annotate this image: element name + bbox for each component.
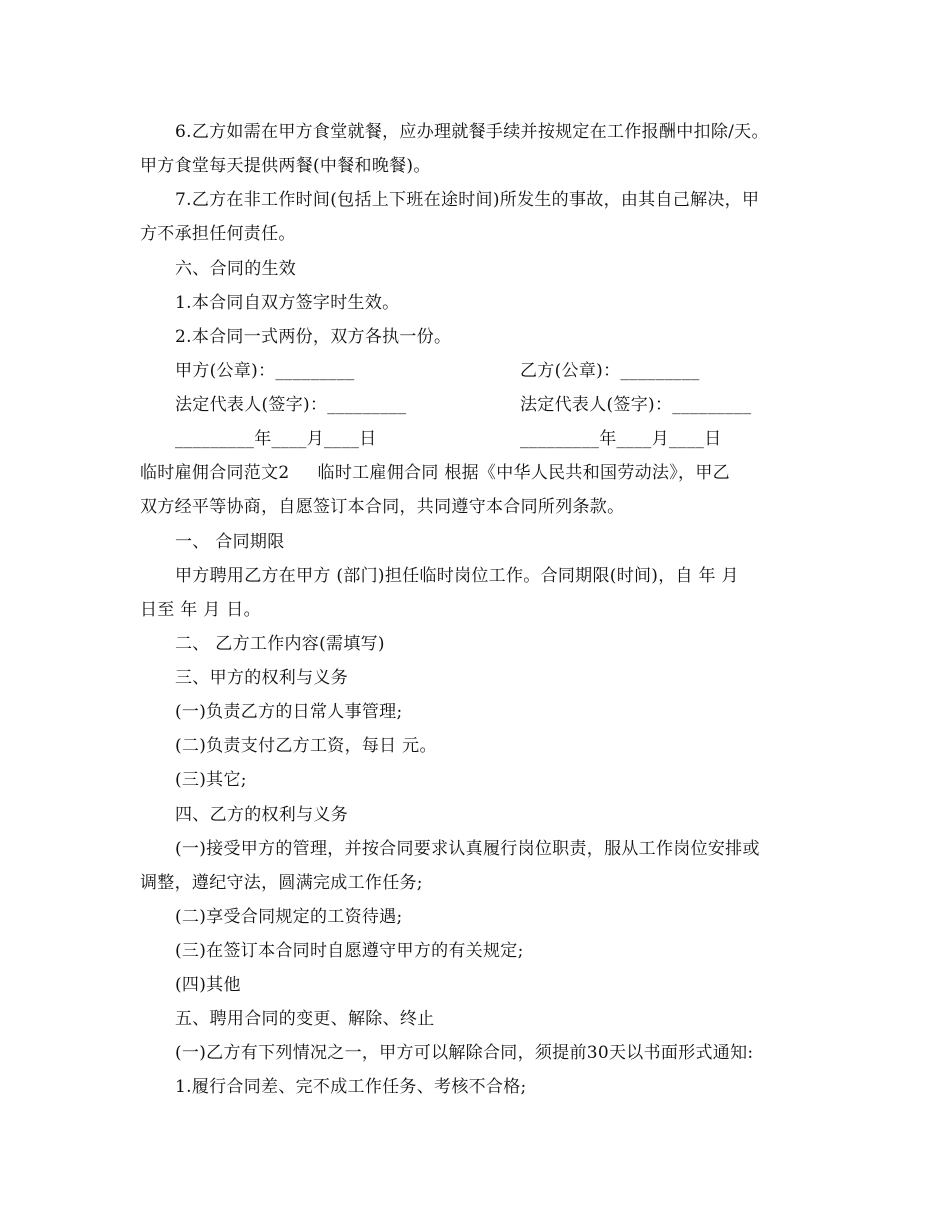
party-b-item-4: (四)其他: [175, 975, 241, 995]
clause-7-line-1: 7.乙方在非工作时间(包括上下班在途时间)所发生的事故，由其自己解决，甲: [175, 190, 760, 210]
party-b-seal: 乙方(公章)：_________: [520, 361, 700, 381]
date-row: [175, 422, 820, 456]
term-line-2: 日至 年 月 日。: [140, 600, 261, 620]
party-a-item-3: (三)其它;: [175, 770, 247, 790]
party-b-rights-heading: 四、乙方的权利与义务: [175, 805, 348, 825]
intro-line-2: 双方经平等协商，自愿签订本合同，共同遵守本合同所列条款。: [140, 497, 625, 517]
party-b-item-1-line-1: (一)接受甲方的管理，并按合同要求认真履行岗位职责，服从工作岗位安排或: [175, 839, 760, 859]
party-a-representative: 法定代表人(签字)：_________: [175, 395, 407, 415]
party-a-item-2: (二)负责支付乙方工资，每日 元。: [175, 736, 437, 756]
party-b-item-1-line-2: 调整，遵纪守法，圆满完成工作任务;: [140, 873, 423, 893]
termination-item-1: (一)乙方有下列情况之一，甲方可以解除合同，须提前30天以书面形式通知:: [175, 1043, 754, 1063]
effect-item-1: 1.本合同自双方签字时生效。: [175, 293, 400, 313]
template-2-intro: 临时工雇佣合同 根据《中华人民共和国劳动法》，甲乙: [317, 463, 730, 483]
clause-6-line-2: 甲方食堂每天提供两餐(中餐和晚餐)。: [140, 156, 431, 176]
termination-subitem-1: 1.履行合同差、完不成工作任务、考核不合格;: [175, 1077, 527, 1097]
work-content-heading: 二、 乙方工作内容(需填写): [175, 634, 385, 654]
representative-row: [175, 388, 820, 422]
clause-7-line-2: 方不承担任何责任。: [140, 224, 296, 244]
party-a-date: _________年____月____日: [175, 429, 377, 449]
seal-row: [175, 354, 820, 388]
party-a-rights-heading: 三、甲方的权利与义务: [175, 668, 348, 688]
party-b-item-2: (二)享受合同规定的工资待遇;: [175, 907, 403, 927]
party-a-item-1: (一)负责乙方的日常人事管理;: [175, 702, 403, 722]
party-b-date: _________年____月____日: [520, 429, 722, 449]
term-line-1: 甲方聘用乙方在甲方 (部门)担任临时岗位工作。合同期限(时间)，自 年 月: [175, 566, 739, 586]
party-a-seal: 甲方(公章)：_________: [175, 361, 355, 381]
term-heading: 一、 合同期限: [175, 532, 285, 552]
termination-heading: 五、聘用合同的变更、解除、终止: [175, 1009, 435, 1029]
effect-item-2: 2.本合同一式两份，双方各执一份。: [175, 327, 452, 347]
clause-6-line-1: 6.乙方如需在甲方食堂就餐，应办理就餐手续并按规定在工作报酬中扣除/天。: [175, 122, 769, 142]
party-b-representative: 法定代表人(签字)：_________: [520, 395, 752, 415]
party-b-item-3: (三)在签订本合同时自愿遵守甲方的有关规定;: [175, 941, 524, 961]
template-2-title: 临时雇佣合同范文2: [140, 463, 290, 483]
template-2-title-line: [140, 456, 820, 490]
section-6-heading: 六、合同的生效: [175, 259, 297, 279]
